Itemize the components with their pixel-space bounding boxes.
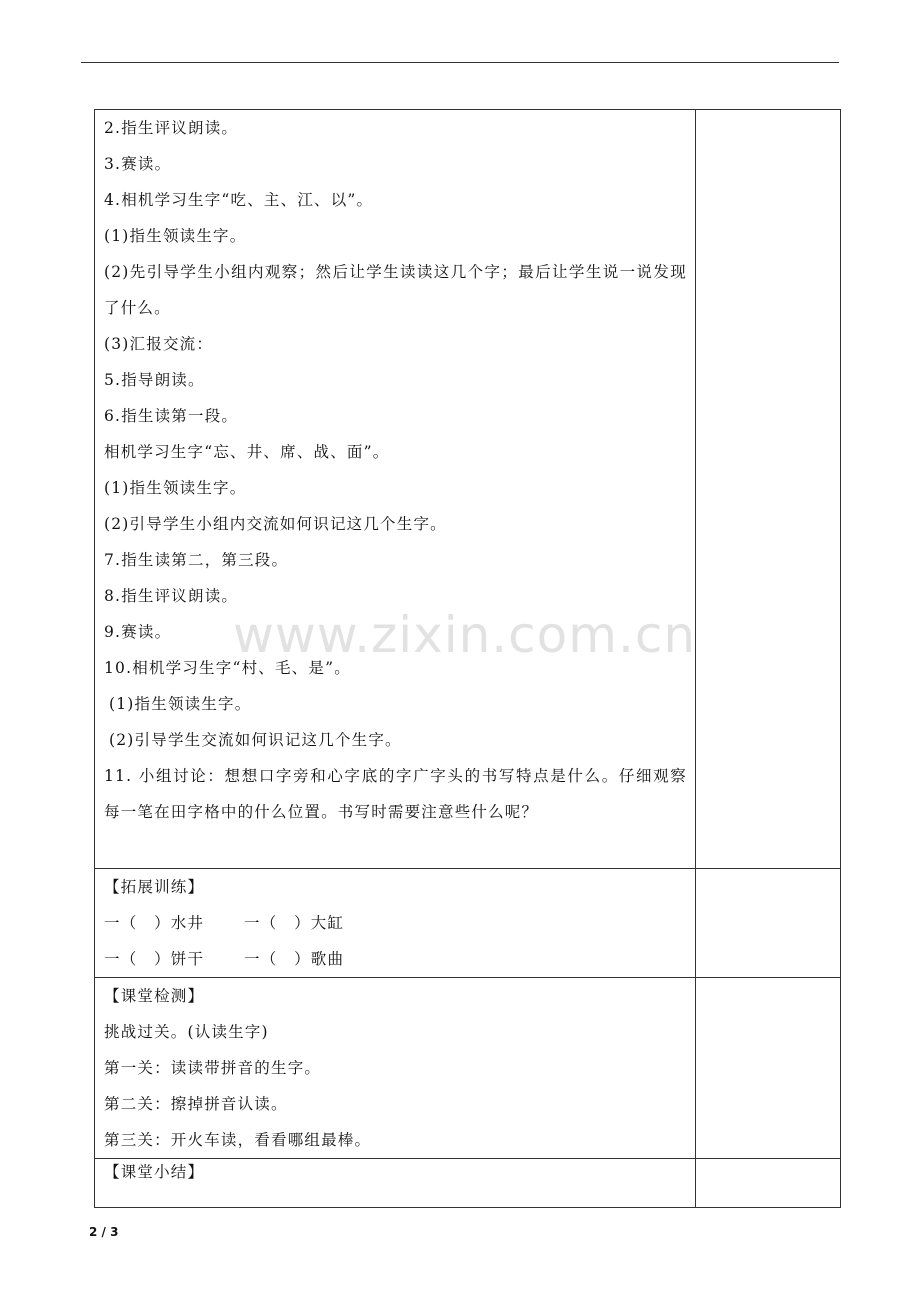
section-heading: 【拓展训练】 [104, 878, 205, 896]
procedure-line: 6.指生读第一段。 [104, 407, 239, 425]
procedure-line: 9.赛读。 [104, 623, 172, 641]
notes-cell [696, 869, 841, 978]
procedure-cell [95, 110, 696, 869]
section-heading: 【课堂小结】 [104, 1163, 205, 1181]
notes-cell [696, 1159, 841, 1208]
table-row [95, 110, 841, 869]
procedure-line: 10.相机学习生字“村、毛、是”。 [104, 659, 351, 677]
exercise-row [95, 941, 695, 977]
exercise-row [95, 905, 695, 941]
procedure-line: (2)先引导学生小组内观察；然后让学生读读这几个字；最后让学生说一说发现了什么。 [104, 263, 687, 317]
page-number: 2 / 3 [89, 1225, 119, 1239]
procedure-line: 7.指生读第二，第三段。 [104, 551, 289, 569]
exercise-item: 一（ ）大缸 [244, 914, 345, 932]
check-line: 第二关：擦掉拼音认读。 [104, 1095, 288, 1113]
check-cell [95, 978, 696, 1159]
procedure-line: 5.指导朗读。 [104, 371, 205, 389]
notes-cell [696, 110, 841, 869]
lesson-table [94, 109, 841, 1208]
exercise-item: 一（ ）水井 [104, 914, 205, 932]
procedure-line: 11. 小组讨论：想想口字旁和心字底的字广字头的书写特点是什么。仔细观察每一笔在田字格中的什么位置。书写时需要注意些什么呢？ [104, 767, 687, 821]
table-row [95, 869, 841, 978]
table-row [95, 1159, 841, 1208]
header-rule [81, 62, 839, 63]
watermark: www.zixin.com.cn [233, 606, 697, 664]
procedure-line: (2)引导学生小组内交流如何识记这几个生字。 [104, 515, 447, 533]
notes-cell [696, 978, 841, 1159]
procedure-line: 2.指生评议朗读。 [104, 119, 239, 137]
procedure-line: 3.赛读。 [104, 155, 172, 173]
procedure-line: 相机学习生字“忘、井、席、战、面”。 [104, 443, 390, 461]
check-line: 第一关：读读带拼音的生字。 [104, 1059, 322, 1077]
procedure-line: 4.相机学习生字“吃、主、江、以”。 [104, 191, 374, 209]
table-row [95, 978, 841, 1159]
procedure-line: (2)引导学生交流如何识记这几个生字。 [109, 731, 402, 749]
procedure-line: (1)指生领读生字。 [104, 227, 247, 245]
exercise-item: 一（ ）饼干 [104, 950, 205, 968]
procedure-line: (3)汇报交流： [104, 335, 214, 353]
check-line: 挑战过关。(认读生字) [104, 1023, 269, 1041]
extension-cell [95, 869, 696, 978]
check-line: 第三关：开火车读，看看哪组最棒。 [104, 1131, 372, 1149]
exercise-item: 一（ ）歌曲 [244, 950, 345, 968]
section-heading: 【课堂检测】 [104, 987, 205, 1005]
procedure-line: 8.指生评议朗读。 [104, 587, 239, 605]
procedure-line: (1)指生领读生字。 [104, 479, 247, 497]
procedure-line: (1)指生领读生字。 [109, 695, 252, 713]
summary-cell [95, 1159, 696, 1208]
